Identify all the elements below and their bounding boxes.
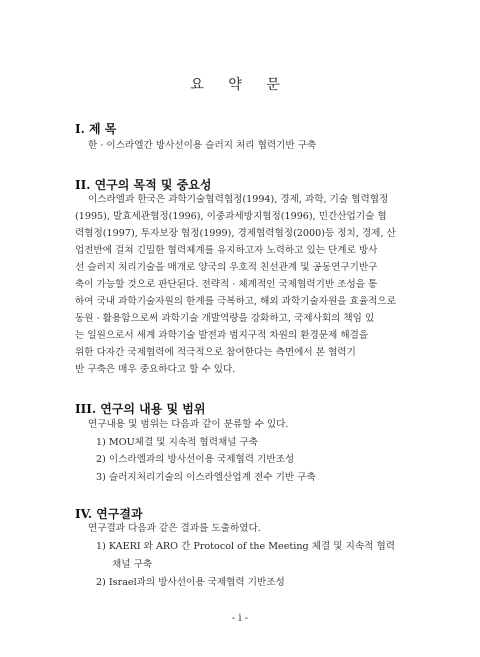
section-2-line: 력협정(1997), 투자보장 협정(1999), 경제협력협정(2000)등 정치, 경제, 산	[75, 228, 396, 239]
section-2-line: 업전반에 걸쳐 긴밀한 협력체계를 유지하고자 노력하고 있는 단계로 방사	[75, 245, 378, 256]
section-3-list-item: 1) MOU체결 및 지속적 협력채널 구축	[96, 437, 259, 448]
section-4-heading: IV. 연구결과	[75, 507, 143, 521]
section-2-line: 반 구축은 매우 중요하다고 할 수 있다.	[75, 364, 236, 375]
section-4-line: 연구결과 다음과 같은 결과를 도출하였다.	[88, 523, 261, 534]
page-number: - i -	[231, 613, 249, 624]
section-2-line: 하여 국내 과학기술자원의 한계를 극복하고, 해외 과학기술자원을 효율적으로	[75, 296, 396, 307]
section-4-list-item-continuation: 채널 구축	[112, 559, 153, 570]
section-2-line: 축이 가능할 것으로 판단된다. 전략적 · 체계적인 국제협력기반 조성을 통	[75, 279, 378, 290]
section-2-line: (1995), 발효세관협정(1996), 이중과세방지협정(1996), 민간산업기술 협	[75, 211, 387, 222]
section-2-line: 동원 · 활용함으로써 과학기술 개발역량을 강화하고, 국제사회의 책임 있	[75, 313, 375, 324]
section-4-list-item: 2) Israel과의 방사선이용 국제협력 기반조성	[96, 577, 285, 588]
section-3-list-item: 3) 슬러지처리기술의 이스라엘산업계 전수 기반 구축	[96, 472, 316, 483]
section-2-line: 선 슬러지 처리기술을 매개로 양국의 우호적 친선관계 및 공동연구기반구	[75, 262, 378, 273]
section-1-heading: I. 제 목	[75, 122, 117, 136]
section-3-list-item: 2) 이스라엘과의 방사선이용 국제협력 기반조성	[96, 454, 295, 465]
section-3-line: 연구내용 및 범위는 다음과 같이 분류할 수 있다.	[88, 419, 289, 430]
section-2-heading: II. 연구의 목적 및 중요성	[75, 178, 212, 192]
section-2-line: 위한 다자간 국제협력에 적극적으로 참여한다는 측면에서 본 협력기	[75, 347, 356, 358]
section-4-list-item: 1) KAERI 와 ARO 간 Protocol of the Meeting 체결 및 지속적 협력	[96, 541, 395, 552]
section-2-line: 이스라엘과 한국은 과학기술협력협정(1994), 경제, 과학, 기술 협력협정	[88, 194, 389, 205]
section-3-heading: III. 연구의 내용 및 범위	[75, 402, 206, 416]
section-1-line: 한 · 이스라엘간 방사선이용 슬러지 처리 협력기반 구축	[88, 140, 317, 151]
page-title: 요 약 문	[190, 77, 290, 93]
section-2-line: 는 일원으로서 세계 과학기술 발전과 범지구적 차원의 환경문제 해결을	[75, 330, 369, 341]
